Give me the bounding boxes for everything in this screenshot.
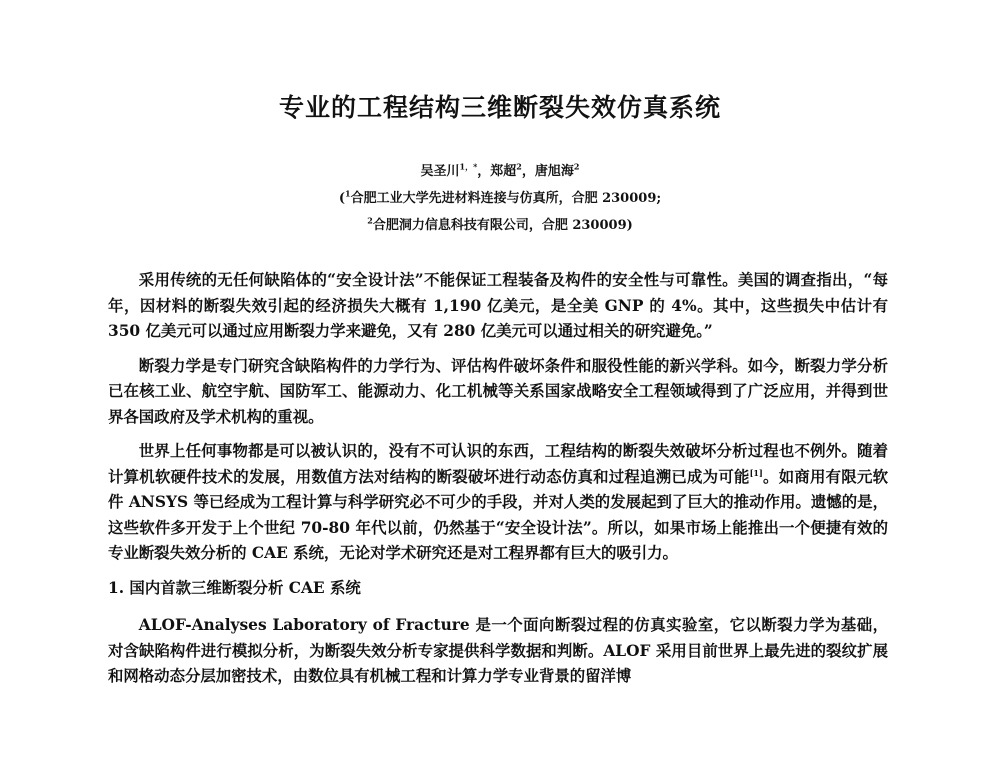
affiliation-mark: 2 — [367, 215, 373, 226]
affiliation-2 — [0, 217, 1000, 235]
author-name: ，唐旭海 — [521, 164, 574, 179]
affiliation-text: 合肥洞力信息科技有限公司，合肥 230009) — [372, 218, 633, 233]
author-affiliation-mark: 1，* — [459, 161, 478, 172]
author-affiliation-mark: 2 — [516, 161, 522, 172]
author-affiliation-mark: 2 — [573, 161, 580, 172]
author-name: ，郑超 — [477, 164, 517, 179]
affiliation-mark: 1 — [344, 188, 351, 199]
author-name: 吴圣川 — [420, 164, 460, 179]
paper-body — [108, 268, 888, 699]
paragraph-text: 世界上任何事物都是可以被认识的，没有不可认识的东西，工程结构的断裂失效破坏分析过程也不例外。随着计算机软硬件技术的发展，用数值方法对结构的断裂破坏进行动态仿真和过程追溯已成为可能 — [108, 442, 888, 486]
citation-ref: [1] — [749, 467, 763, 478]
section-heading: 1. 国内首款三维断裂分析 CAE 系统 — [108, 578, 361, 597]
affiliation-1 — [0, 190, 1000, 208]
body-paragraph: ALOF-Analyses Laboratory of Fracture 是一个面向断裂过程的仿真实验室，它以断裂力学为基础，对含缺陷构件进行模拟分析，为断裂失效分析专家提供科学数据和判断。ALOF 采用目前世界上最先进的裂纹扩展和网格动态分层加密技术，由数位具有机械工程和计算力学专业背景的留洋博 — [108, 616, 888, 685]
affiliation-text: 合肥工业大学先进材料连接与仿真所，合肥 230009; — [350, 191, 662, 206]
body-paragraph: 断裂力学是专门研究含缺陷构件的力学行为、评估构件破坏条件和服役性能的新兴学科。如今，断裂力学分析已在核工业、航空宇航、国防军工、能源动力、化工机械等关系国家战略安全工程领域得到了广泛应用，并得到世界各国政府及学术机构的重视。 — [108, 356, 888, 426]
body-paragraph: 采用传统的无任何缺陷体的“安全设计法”不能保证工程装备及构件的安全性与可靠性。美国的调查指出，“每年，因材料的断裂失效引起的经济损失大概有 1,190 亿美元，是全美 GNP 的 4%。其中，这些损失中估计有 350 亿美元可以通过应用断裂力学来避免，又有 280 亿美元可以通过相关的研究避免。” — [108, 271, 888, 340]
affiliation-open-paren: ( — [338, 191, 345, 206]
paragraph-text: 。如商用有限元软件 ANSYS 等已经成为工程计算与科学研究必不可少的手段，并对人类的发展起到了巨大的推动作用。遗憾的是，这些软件多开发于上个世纪 70-80 年代以前，仍然基于“安全设计法”。所以，如果市场上能推出一个便捷有效的专业断裂失效分析的 CAE 系统，无论对学术研究还是对工程界都有巨大的吸引力。 — [108, 467, 888, 562]
paper-title: 专业的工程结构三维断裂失效仿真系统 — [278, 93, 721, 122]
author-line — [0, 163, 1000, 181]
body-paragraph — [108, 439, 888, 567]
